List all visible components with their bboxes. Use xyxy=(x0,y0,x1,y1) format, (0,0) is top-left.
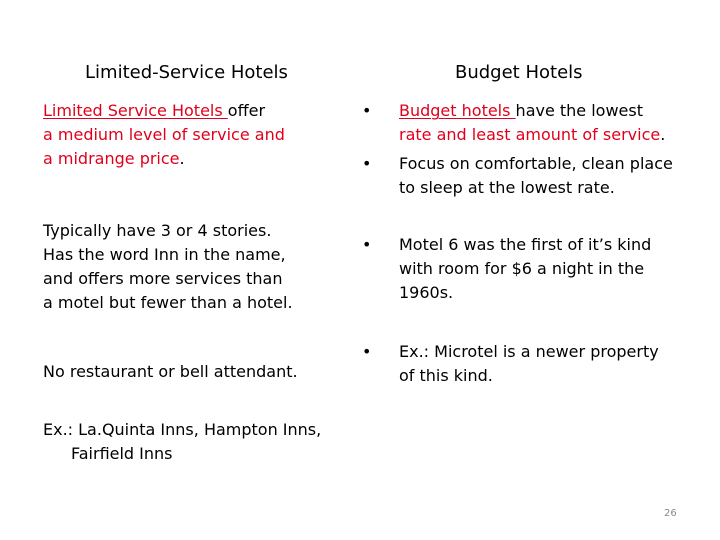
bullet-1-line-2-end: . xyxy=(660,125,666,144)
definition-line-1 xyxy=(43,99,285,123)
features-line-2: Has the word Inn in the name, xyxy=(43,245,286,264)
bullet-3-line-1: Motel 6 was the first of it’s kind xyxy=(399,235,652,254)
features-line-3: and offers more services than xyxy=(43,269,283,288)
bullet-1-line-2 xyxy=(399,123,665,147)
definition-line-2: a medium level of service and xyxy=(43,125,285,144)
bullet-icon: • xyxy=(362,235,372,254)
bullet-2-text xyxy=(399,152,673,200)
bullet-3-line-3: 1960s. xyxy=(399,283,454,302)
bullet-3-line-2: with room for $6 a night in the xyxy=(399,259,645,278)
bullet-1-line-1-rest: have the lowest xyxy=(515,101,644,120)
bullet-1-text xyxy=(399,99,665,147)
definition-line-3-text: a midrange price xyxy=(43,149,180,168)
definition-line-3-end: . xyxy=(179,149,185,168)
bullet-4-text xyxy=(399,340,659,388)
page-number: 26 xyxy=(664,508,677,519)
bullet-icon: • xyxy=(362,154,372,173)
no-restaurant-note: No restaurant or bell attendant. xyxy=(43,362,298,381)
definition-line-1-rest: offer xyxy=(227,101,266,120)
bullet-1-line-2-text: rate and least amount of service xyxy=(399,125,661,144)
bullet-icon: • xyxy=(362,342,372,361)
bullet-1-line-1 xyxy=(399,99,665,123)
bullet-4-line-2: of this kind. xyxy=(399,366,493,385)
budget-hotels-heading: Budget Hotels xyxy=(455,62,583,83)
examples-line-1: Ex.: La.Quinta Inns, Hampton Inns, xyxy=(43,420,322,439)
budget-hotels-term: Budget hotels xyxy=(399,101,516,120)
definition-line-3 xyxy=(43,147,285,171)
bullet-icon: • xyxy=(362,101,372,120)
examples-line-2: Fairfield Inns xyxy=(71,444,173,463)
bullet-2-line-1: Focus on comfortable, clean place xyxy=(399,154,673,173)
limited-service-term: Limited Service Hotels xyxy=(43,101,228,120)
bullet-2-line-2: to sleep at the lowest rate. xyxy=(399,178,615,197)
limited-service-features xyxy=(43,219,293,315)
limited-service-heading: Limited-Service Hotels xyxy=(85,62,288,83)
limited-service-examples xyxy=(43,418,321,466)
bullet-4-line-1: Ex.: Microtel is a newer property xyxy=(399,342,659,361)
features-line-4: a motel but fewer than a hotel. xyxy=(43,293,293,312)
features-line-1: Typically have 3 or 4 stories. xyxy=(43,221,272,240)
limited-service-definition xyxy=(43,99,285,171)
bullet-3-text xyxy=(399,233,651,305)
